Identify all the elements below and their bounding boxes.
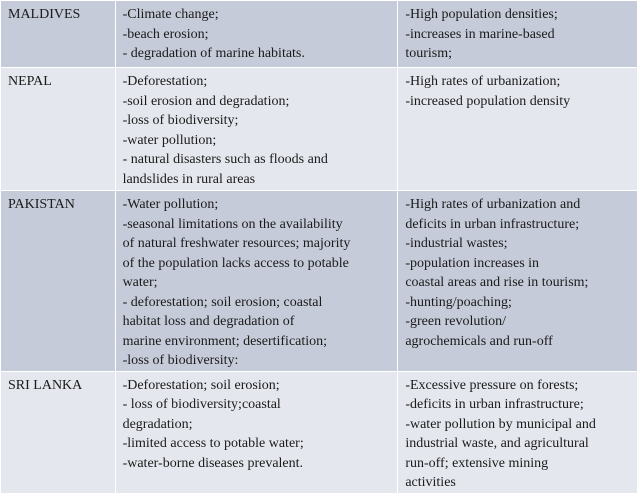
cause-line: -High rates of urbanization and [405, 197, 581, 212]
country-name: MALDIVES [8, 7, 81, 22]
country-name: NEPAL [8, 74, 52, 89]
cause-line: agrochemicals and run-off [405, 333, 553, 349]
problem-line: -limited access to potable water; [122, 436, 304, 451]
problem-line: - deforestation; soil erosion; coastal [122, 294, 323, 310]
cause-line: -industrial wastes; [405, 236, 508, 251]
cause-line: run-off; extensive mining [405, 455, 549, 471]
problem-line: -loss of biodiversity: [122, 353, 239, 368]
problem-line: -soil erosion and degradation; [122, 93, 290, 109]
cause-line: -High rates of urbanization; [405, 74, 561, 89]
problem-line: -beach erosion; [122, 26, 209, 42]
causes-cell [398, 371, 638, 493]
problem-line: of the population lacks access to potable [122, 255, 349, 271]
problems-cell [115, 191, 398, 372]
problem-line: -Water pollution; [122, 197, 219, 212]
problem-line: landslides in rural areas [122, 171, 256, 187]
country-name: SRI LANKA [8, 377, 83, 393]
cause-line: -population increases in [405, 255, 540, 271]
causes-cell [398, 1, 638, 68]
problems-cell [115, 68, 398, 191]
problem-line: water; [122, 275, 158, 290]
problem-line: -loss of biodiversity; [122, 113, 239, 128]
cause-line: activities [405, 475, 456, 490]
problem-line: - natural disasters such as floods and [122, 152, 328, 167]
cause-line: -deficits in urban infrastructure; [405, 397, 584, 412]
table-row [1, 191, 638, 372]
problem-line: of natural freshwater resources; majority [122, 236, 351, 251]
problem-line: -Climate change; [122, 7, 219, 22]
problem-line: habitat loss and degradation of [122, 314, 295, 329]
problems-cell [115, 371, 398, 493]
cause-line: -hunting/poaching; [405, 294, 512, 310]
problem-line: -Deforestation; [122, 74, 208, 89]
cause-line: -High population densities; [405, 7, 558, 22]
causes-cell [398, 68, 638, 191]
cause-line: -Excessive pressure on forests; [405, 377, 579, 393]
country-cell [1, 68, 116, 191]
cause-line: -water pollution by municipal and [405, 416, 596, 432]
cause-line: -green revolution/ [405, 314, 506, 329]
problem-line: degradation; [122, 416, 193, 432]
country-cell [1, 371, 116, 493]
problem-line: -Deforestation; soil erosion; [122, 377, 280, 393]
problem-line: -water pollution; [122, 132, 217, 148]
table-row [1, 68, 638, 191]
table-row [1, 1, 638, 68]
cause-line: -increases in marine-based [405, 26, 555, 42]
problem-line: -seasonal limitations on the availability [122, 216, 343, 232]
causes-cell [398, 191, 638, 372]
problem-line: -water-borne diseases prevalent. [122, 455, 304, 471]
country-cell [1, 1, 116, 68]
problem-line: - loss of biodiversity;coastal [122, 397, 281, 412]
cause-line: deficits in urban infrastructure; [405, 216, 580, 232]
table-body [1, 1, 638, 494]
problems-cell [115, 1, 398, 68]
country-name: PAKISTAN [8, 197, 75, 212]
cause-line: coastal areas and rise in tourism; [405, 275, 589, 290]
cause-line: industrial waste, and agricultural [405, 436, 589, 451]
country-cell [1, 191, 116, 372]
cause-line: tourism; [405, 46, 452, 61]
cause-line: -increased population density [405, 93, 571, 109]
table-row [1, 371, 638, 493]
problem-line: - degradation of marine habitats. [122, 46, 305, 61]
problem-line: marine environment; desertification; [122, 333, 328, 349]
